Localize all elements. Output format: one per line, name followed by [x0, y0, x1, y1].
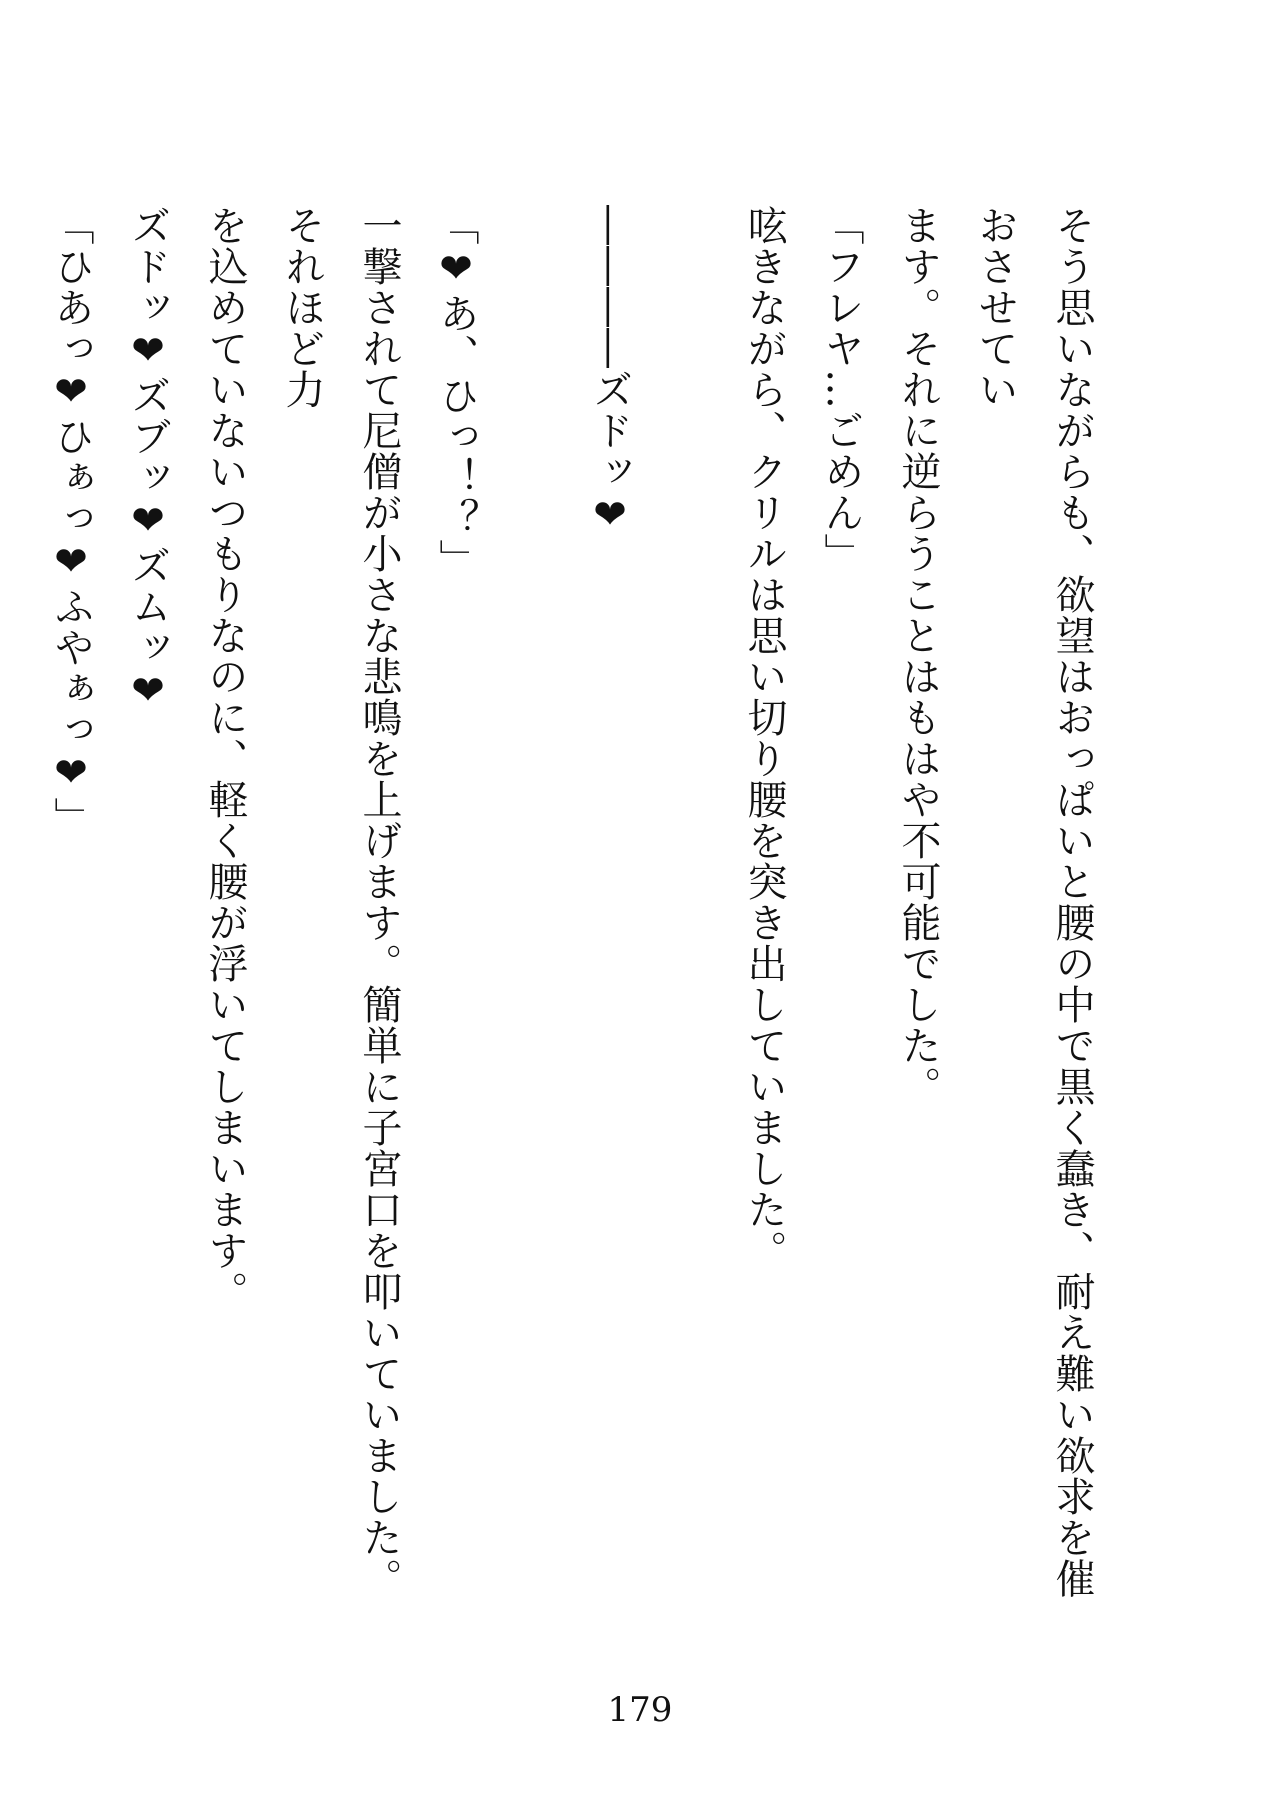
blank-line [494, 205, 571, 1625]
text-line: 呟きながら、クリルは思い切り腰を突き出していました。 [741, 205, 787, 1271]
blank-line [648, 205, 725, 1625]
vertical-text-block [32, 205, 1110, 1625]
text-line: ――――ズドッ❤ [587, 205, 633, 539]
text-line: そう思いながらも、欲望はおっぱいと腰の中で黒く蠢き、耐え難い欲求を催おさせてい [972, 205, 1095, 1599]
text-line: を込めていないつもりなのに、軽く腰が浮いてしまいます。 [202, 205, 248, 1312]
text-line: 「ひあっ❤ひぁっ❤ふやぁっ❤」 [48, 205, 94, 838]
text-line: 「❤あ、ひっ！？」 [433, 205, 479, 580]
page-number: 179 [607, 1690, 673, 1730]
text-line: ズドッ❤ズブッ❤ズムッ❤ [125, 205, 171, 715]
text-line: 「フレヤ…ごめん」 [818, 205, 864, 574]
text-line: 一撃されて尼僧が小さな悲鳴を上げます。簡単に子宮口を叩いていました。それほど力 [279, 205, 402, 1599]
text-line: ます。それに逆らうことはもはや不可能でした。 [895, 205, 941, 1107]
